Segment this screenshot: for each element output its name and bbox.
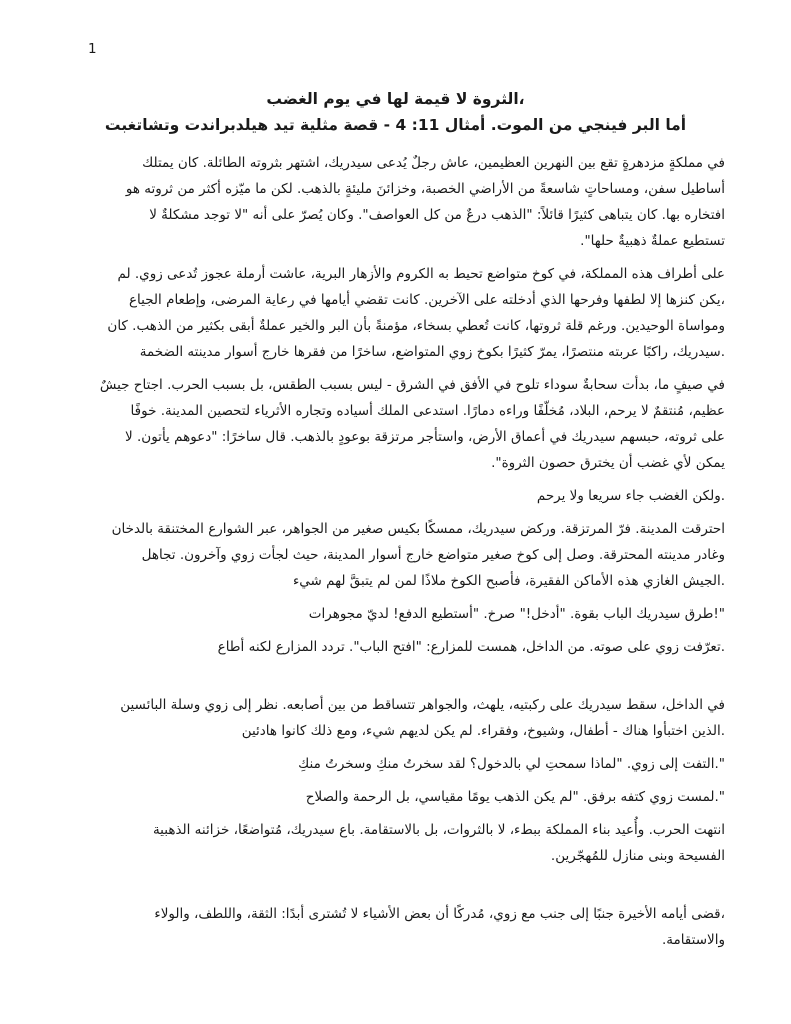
text-line: احترقت المدينة. فرّ المرتزقة. وركض سيدريك، ممسكًا بكيس صغير من الجواهر، عبر الشوارع المختنقة بالدخان	[111, 521, 725, 537]
text-line: في صيفٍ ما، بدأت سحابةٌ سوداء تلوح في الأفق في الشرق - ليس بسبب الطقس، بل بسبب الحرب. اجتاح جيشٌ	[99, 377, 725, 393]
paragraph	[66, 601, 725, 627]
paragraph	[66, 784, 725, 810]
text-line: انتهت الحرب. وأُعيد بناء المملكة ببطء، لا بالثروات، بل بالاستقامة. باع سيدريك، مُتواضعًا، خزائنه الذهبية	[152, 822, 725, 838]
paragraph	[66, 150, 725, 254]
text-line: .سيدريك، راكبًا عربته منتصرًا، يمرّ كثيرًا بكوخ زوي المتواضع، ساخرًا من فقرها خارج أسوار مدينته الضخمة	[139, 344, 725, 360]
paragraph	[66, 516, 725, 594]
text-line: في مملكةٍ مزدهرةٍ تقع بين النهرين العظيمين، عاش رجلٌ يُدعى سيدريك، اشتهر بثروته الطائلة. كان يمتلك	[142, 155, 725, 171]
document-content	[66, 86, 725, 953]
text-line: "!طرق سيدريك الباب بقوة. "أدخل!" صرخ. "أستطيع الدفع! لديّ مجوهرات	[308, 606, 725, 622]
text-line: الفسيحة وبنى منازل للمُهجّرين.	[550, 848, 725, 864]
text-line: .الذين اختبأوا هناك - أطفال، وشيوخ، وفقراء. لم يكن لديهم شيء، ومع ذلك كانوا هادئين	[241, 723, 725, 739]
text-line: ".لمست زوي كتفه برفق. "لم يكن الذهب يومًا مقياسي، بل الرحمة والصلاح	[305, 789, 725, 805]
text-line: على أطراف هذه المملكة، في كوخ متواضع تحيط به الكروم والأزهار البرية، عاشت أرملة عجوز تُدعى زوي. لم	[117, 266, 725, 282]
paragraph	[66, 483, 725, 509]
document-body	[66, 150, 725, 953]
text-line: يمكن لأي غضب أن يخترق حصون الثروة".	[491, 455, 725, 471]
text-line: وغادر مدينته المحترقة. وصل إلى كوخ صغير متواضع خارج أسوار المدينة، حيث لجأت زوي وآخرون. تجاهل	[141, 547, 725, 563]
document-title	[66, 86, 725, 138]
paragraph	[66, 634, 725, 660]
text-line: على ثروته، حبسهم سيدريك في أعماق الأرض، واستأجر مرتزقة بوعودٍ بالذهب. قال ساخرًا: "دعوهم يأتون. لا	[125, 429, 725, 445]
text-line: والاستقامة.	[661, 932, 725, 948]
paragraph	[66, 901, 725, 953]
text-line: ،يكن كنزها إلا لطفها وفرحها الذي أدخلته على الآخرين. كانت تقضي أيامها في رعاية المرضى، وإطعام الجياع	[128, 292, 725, 308]
text-line: افتخاره بها. كان يتباهى كثيرًا قائلاً: "الذهب درعٌ من كل العواصف". وكان يُصرّ على أنه "لا توجد مشكلةٌ لا	[149, 207, 725, 223]
paragraph	[66, 692, 725, 744]
document-title-line-1: ،الثروة لا قيمة لها في يوم الغضب	[266, 90, 525, 108]
text-line: تستطيع عملةٌ ذهبيةٌ حلها".	[580, 233, 725, 249]
text-line: ومواساة الوحيدين. ورغم قلة ثروتها، كانت تُعطي بسخاء، مؤمنةً بأن البر والخير عملةٌ أبقى بكثير من الذهب. كان	[107, 318, 725, 334]
text-line: .تعرّفت زوي على صوته. من الداخل، همست للمزارع: "افتح الباب". تردد المزارع لكنه أطاع	[217, 639, 725, 655]
text-line: .ولكن الغضب جاء سريعا ولا يرحم	[536, 488, 725, 504]
text-line: في الداخل، سقط سيدريك على ركبتيه، يلهث، والجواهر تتساقط من بين أصابعه. نظر إلى زوي وسلة البائسين	[120, 697, 725, 713]
paragraph	[66, 751, 725, 777]
page-number: 1	[88, 41, 97, 57]
paragraph	[66, 261, 725, 365]
text-line: أساطيل سفن، ومساحاتٍ شاسعةً من الأراضي الخصبة، وخزائنَ مليئةٍ بالذهب. لكن ما ميّزه أكثر من ثروته هو	[125, 181, 725, 197]
text-line: ".التفت إلى زوي. "لماذا سمحتِ لي بالدخول؟ لقد سخرتُ منكِ وسخرتُ منكِ	[298, 756, 725, 772]
paragraph	[66, 817, 725, 869]
text-line: عظيم، مُنتقمٌ لا يرحم، البلاد، مُخلّفًا وراءه دمارًا. استدعى الملك أسياده وتجاره الأثرياء لتحصين المدينة. خوفًا	[130, 403, 725, 419]
paragraph	[66, 372, 725, 476]
text-line: .الجيش الغازي هذه الأماكن الفقيرة، فأصبح الكوخ ملاذًا لمن لم يتبقَّ لهم شيء	[292, 573, 725, 589]
text-line: ،قضى أيامه الأخيرة جنبًا إلى جنب مع زوي، مُدركًا أن بعض الأشياء لا تُشترى أبدًا: الثقة، واللطف، والولاء	[154, 906, 725, 922]
document-title-line-2: أما البر فينجي من الموت. أمثال 11: 4 - قصة مثلية تيد هيلدبراندت وتشاتغبت	[104, 116, 687, 134]
